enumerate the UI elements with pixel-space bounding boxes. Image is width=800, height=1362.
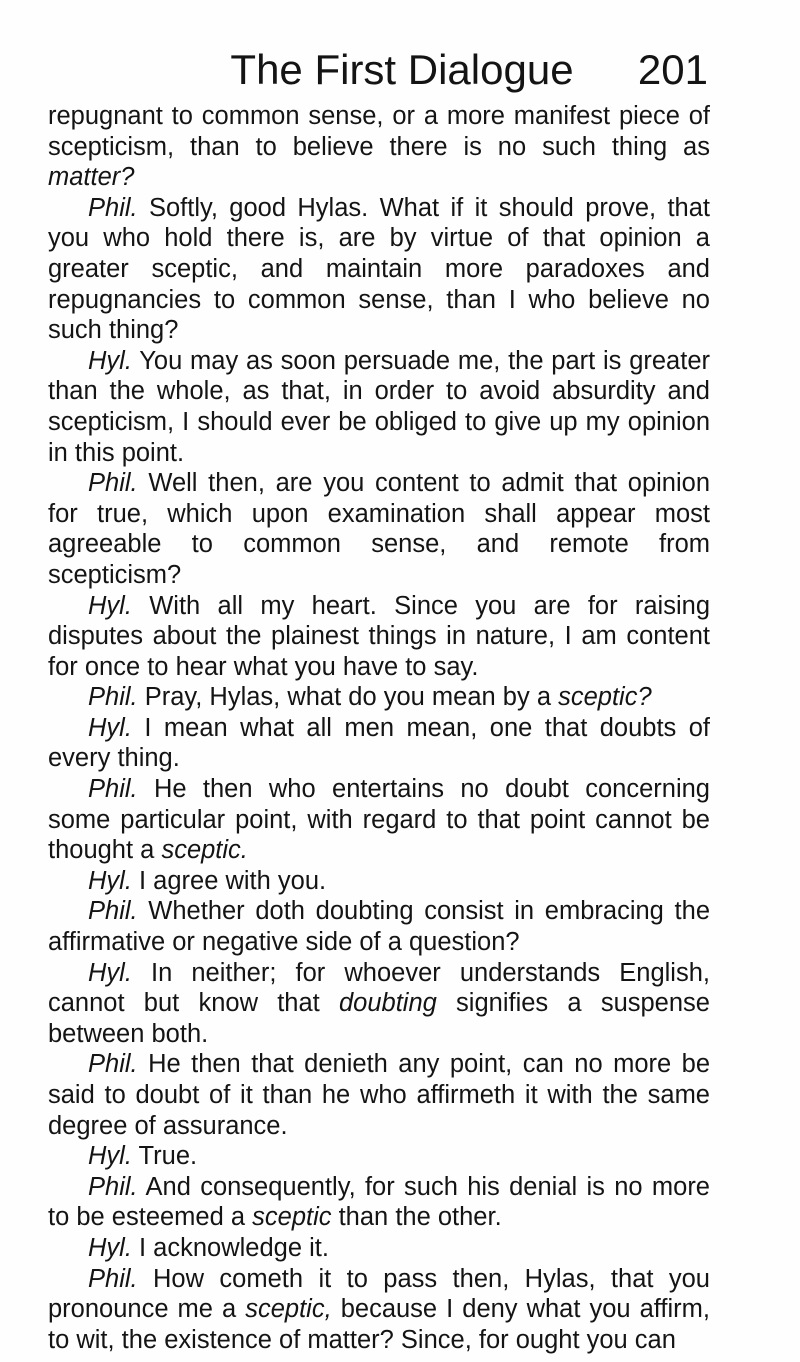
dialogue-paragraph (48, 866, 710, 897)
text-segment: He then that denieth any point, can no more be said to doubt of it than he who affirmeth it with the same degree of assurance. (48, 1050, 710, 1140)
text-segment: than the other. (331, 1203, 502, 1232)
dialogue-paragraph (48, 1264, 710, 1356)
italic-text: doubting (338, 989, 437, 1018)
dialogue-paragraph (48, 193, 710, 346)
dialogue-paragraph (48, 1049, 710, 1141)
italic-text: sceptic (252, 1203, 332, 1232)
dialogue-paragraph (48, 591, 710, 683)
speaker-label: Phil. (88, 1050, 138, 1079)
dialogue-paragraph (48, 1233, 710, 1264)
text-segment: Pray, Hylas, what do you mean by a (137, 683, 559, 712)
dialogue-text (48, 101, 710, 1355)
text-segment: Whether doth doubting consist in embracing the affirmative or negative side of a question? (48, 897, 710, 957)
text-segment: True. (131, 1142, 198, 1171)
speaker-label: Phil. (88, 1172, 138, 1201)
text-segment: repugnant to common sense, or a more manifest piece of scepticism, than to believe there is no such thing as (48, 102, 710, 161)
dialogue-paragraph (48, 1141, 710, 1172)
text-segment: I acknowledge it. (131, 1233, 329, 1262)
text-segment: How cometh it to pass then, Hylas, that you pronounce me a (48, 1264, 710, 1324)
speaker-label: Hyl. (88, 1142, 132, 1171)
page-header (96, 42, 708, 98)
text-segment: He then who entertains no doubt concerning some particular point, with regard to that point cannot be thought a (48, 775, 710, 865)
dialogue-paragraph (48, 682, 710, 713)
text-segment: Softly, good Hylas. What if it should prove, that you who hold there is, are by virtue of that opinion a greater sceptic, and maintain more paradoxes and repugnancies to common sense, than I who believe no such thing? (48, 193, 710, 345)
speaker-label: Phil. (88, 683, 138, 712)
dialogue-paragraph (48, 958, 710, 1050)
dialogue-paragraph (48, 346, 710, 468)
text-segment: because I deny what you affirm, to wit, the existence of matter? Since, for ought you can (48, 1295, 710, 1354)
text-segment: And consequently, for such his denial is no more to be esteemed a (48, 1172, 710, 1232)
speaker-label: Phil. (88, 193, 138, 222)
text-segment: I mean what all men mean, one that doubts of every thing. (48, 713, 710, 773)
text-segment: In neither; for whoever understands English, cannot but know that (48, 958, 710, 1018)
text-segment: With all my heart. Since you are for raising disputes about the plainest things in nature, I am content for once to hear what you have to say. (48, 591, 710, 681)
dialogue-paragraph (48, 101, 710, 193)
text-segment: signifies a suspense between both. (48, 989, 710, 1048)
text-segment: Well then, are you content to admit that opinion for true, which upon examination shall appear most agreeable to common sense, and remote from scepticism? (48, 469, 710, 589)
dialogue-paragraph (48, 468, 710, 590)
page-number: 201 (637, 46, 708, 93)
speaker-label: Hyl. (88, 866, 132, 895)
speaker-label: Hyl. (88, 346, 132, 375)
dialogue-paragraph (48, 774, 710, 866)
dialogue-paragraph (48, 1172, 710, 1233)
text-segment: You may as soon persuade me, the part is greater than the whole, as that, in order to avoid absurdity and scepticism, I should ever be obliged to give up my opinion in this point. (48, 346, 710, 467)
text-segment: I agree with you. (131, 866, 327, 895)
italic-text: matter? (48, 163, 135, 192)
speaker-label: Hyl. (88, 713, 132, 742)
running-title: The First Dialogue (230, 46, 574, 93)
speaker-label: Phil. (88, 469, 138, 498)
italic-text: sceptic, (245, 1295, 332, 1324)
speaker-label: Phil. (88, 1264, 138, 1293)
speaker-label: Phil. (88, 897, 138, 926)
speaker-label: Hyl. (88, 1233, 132, 1262)
speaker-label: Hyl. (88, 591, 132, 620)
dialogue-paragraph (48, 896, 710, 957)
dialogue-paragraph (48, 713, 710, 774)
speaker-label: Hyl. (88, 958, 132, 987)
italic-text: sceptic? (558, 683, 652, 712)
speaker-label: Phil. (88, 775, 138, 804)
italic-text: sceptic. (161, 836, 248, 865)
